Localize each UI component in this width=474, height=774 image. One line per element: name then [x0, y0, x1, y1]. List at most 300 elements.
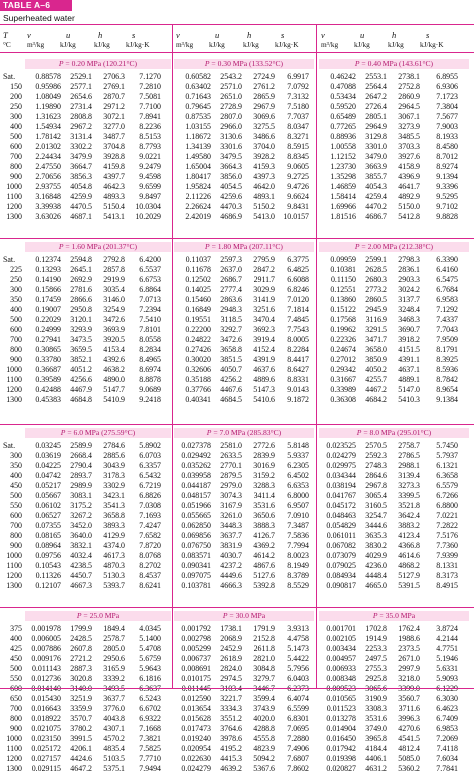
internal-energy-value: 3254.7	[365, 511, 387, 520]
temperature-value: 300	[10, 451, 22, 460]
specific-volume-value: 0.005299	[181, 644, 211, 653]
temperature-value: 200	[10, 92, 22, 101]
enthalpy-value: 5150.4	[103, 202, 125, 211]
enthalpy-value: 2152.8	[253, 634, 275, 643]
internal-energy-value: 3479.0	[365, 152, 387, 161]
internal-energy-value: 4631.2	[365, 764, 387, 773]
table-row	[318, 511, 470, 521]
table-row	[173, 365, 315, 375]
enthalpy-value: 4129.9	[103, 531, 125, 540]
table-row	[318, 182, 470, 192]
enthalpy-value: 5147.7	[103, 385, 125, 394]
entropy-value: 7.8720	[139, 541, 161, 550]
enthalpy-value: 4555.8	[253, 734, 275, 743]
enthalpy-value: 2578.7	[103, 634, 125, 643]
temperature-value: 450	[10, 481, 22, 490]
specific-volume-value: 0.024279	[181, 764, 211, 773]
enthalpy-value: 4835.4	[103, 744, 125, 753]
entropy-value: 8.5529	[287, 581, 309, 590]
enthalpy-value: 3273.3	[398, 481, 420, 490]
specific-volume-value: 1.46859	[330, 182, 356, 191]
temperature-value: 500	[10, 491, 22, 500]
specific-volume-value: 0.076750	[181, 541, 211, 550]
enthalpy-value: 3693.9	[103, 325, 125, 334]
entropy-value: 8.0347	[287, 122, 309, 131]
table-row	[24, 654, 172, 664]
entropy-value: 7.5836	[287, 531, 309, 540]
enthalpy-value: 3893.3	[103, 521, 125, 530]
enthalpy-value: 5150.2	[253, 202, 275, 211]
entropy-value: 6.9507	[287, 501, 309, 510]
enthalpy-value: 3928.2	[253, 152, 275, 161]
enthalpy-value: 3521.8	[398, 501, 420, 510]
internal-energy-value: 3160.5	[365, 501, 387, 510]
entropy-value: 7.5677	[436, 112, 458, 121]
specific-volume-value: 0.007886	[31, 644, 61, 653]
pressure-symbol: P	[60, 428, 66, 437]
entropy-value: 8.1331	[436, 561, 458, 570]
table-row	[173, 724, 315, 734]
table-row	[318, 335, 470, 345]
internal-energy-value: 2721.2	[70, 654, 92, 663]
pressure-value: = 7.0 MPa (285.83°C)	[211, 428, 282, 437]
table-row	[318, 82, 470, 92]
temperature-value: 1100	[6, 375, 22, 384]
internal-energy-value: 3479.9	[70, 152, 92, 161]
table-row	[24, 664, 172, 674]
entropy-value: 8.6974	[139, 365, 161, 374]
entropy-value: 8.2702	[139, 561, 161, 570]
header-symbol-v: v	[321, 30, 325, 40]
pressure-value: = 0.20 MPa (120.21°C)	[63, 59, 138, 68]
table-row	[24, 142, 172, 152]
temperature-value: 1100	[6, 744, 22, 753]
pressure-value: = 1.60 MPa (201.37°C)	[63, 242, 138, 251]
table-row	[173, 654, 315, 664]
table-row	[24, 714, 172, 724]
table-row	[318, 634, 470, 644]
enthalpy-value: 4867.6	[253, 561, 275, 570]
entropy-value: 6.4074	[287, 694, 309, 703]
enthalpy-value: 5375.1	[103, 764, 125, 773]
table-row	[173, 541, 315, 551]
internal-energy-value: 2781.6	[70, 285, 92, 294]
specific-volume-value: 0.14025	[185, 285, 211, 294]
internal-energy-value: 3472.6	[220, 335, 242, 344]
internal-energy-value: 4256.2	[220, 375, 242, 384]
temperature-value: 900	[10, 724, 22, 733]
enthalpy-value: 3743.9	[253, 704, 275, 713]
specific-volume-value: 2.42019	[185, 212, 211, 221]
entropy-value: 7.0792	[287, 82, 309, 91]
table-row	[173, 285, 315, 295]
specific-volume-value: 0.029975	[326, 461, 356, 470]
enthalpy-value: 4123.4	[398, 531, 420, 540]
internal-energy-value: 2731.4	[70, 102, 92, 111]
internal-energy-value: 2577.1	[70, 82, 92, 91]
internal-energy-value: 2607.8	[70, 644, 92, 653]
specific-volume-value: 0.09756	[35, 551, 61, 560]
enthalpy-value: 4889.1	[398, 375, 420, 384]
table-row	[24, 581, 172, 591]
internal-energy-value: 3267.2	[70, 511, 92, 520]
enthalpy-value: 4043.8	[103, 714, 125, 723]
table-row	[24, 92, 172, 102]
entropy-value: 7.0910	[287, 511, 309, 520]
pressure-symbol: P	[206, 428, 212, 437]
internal-energy-value: 2964.9	[365, 122, 387, 131]
pressure-heading	[319, 611, 469, 621]
pressure-value: = 35.0 MPa	[377, 611, 416, 620]
enthalpy-value: 3927.6	[398, 152, 420, 161]
enthalpy-value: 3470.4	[253, 315, 275, 324]
internal-energy-value: 3664.3	[220, 162, 242, 171]
internal-energy-value: 3855.7	[365, 172, 387, 181]
table-row	[318, 674, 470, 684]
temperature-value: 1100	[6, 192, 22, 201]
table-row	[318, 451, 470, 461]
enthalpy-value: 3035.4	[103, 285, 125, 294]
entropy-value: 7.3132	[287, 92, 309, 101]
temperature-value: 700	[10, 521, 22, 530]
enthalpy-value: 4391.9	[253, 355, 275, 364]
internal-energy-value: 2571.0	[220, 82, 242, 91]
entropy-value: 8.6241	[139, 581, 161, 590]
specific-volume-value: 1.58414	[330, 192, 356, 201]
internal-energy-value: 3292.7	[220, 325, 242, 334]
table-row	[173, 385, 315, 395]
internal-energy-value: 3261.0	[220, 511, 242, 520]
pressure-symbol: P	[76, 611, 82, 620]
specific-volume-value: 0.062850	[181, 521, 211, 530]
table-row	[173, 192, 315, 202]
table-row	[173, 624, 315, 634]
specific-volume-value: 0.31667	[330, 375, 356, 384]
enthalpy-value: 4893.1	[253, 192, 275, 201]
entropy-value: 9.0605	[287, 162, 309, 171]
enthalpy-value: 4396.9	[398, 172, 420, 181]
table-row	[173, 684, 315, 694]
header-symbol-h: h	[247, 30, 252, 40]
enthalpy-value: 5147.3	[253, 385, 275, 394]
enthalpy-value: 2997.9	[398, 664, 420, 673]
internal-energy-value: 3978.6	[220, 734, 242, 743]
enthalpy-value: 3399.5	[398, 491, 420, 500]
specific-volume-value: 2.11226	[185, 192, 211, 201]
entropy-value: 6.9917	[287, 72, 309, 81]
enthalpy-value: 3658.8	[103, 511, 125, 520]
header-symbol-s: s	[426, 30, 430, 40]
table-row	[173, 561, 315, 571]
entropy-value: 6.5432	[139, 471, 161, 480]
specific-volume-value: 0.054829	[326, 521, 356, 530]
specific-volume-value: 0.090341	[181, 561, 211, 570]
enthalpy-value: 3599.4	[253, 694, 275, 703]
internal-energy-value: 3221.7	[220, 694, 242, 703]
entropy-value: 6.7266	[436, 491, 458, 500]
specific-volume-value: 0.16849	[185, 305, 211, 314]
specific-volume-value: 0.04225	[35, 461, 61, 470]
internal-energy-value: 2966.0	[220, 122, 242, 131]
temperature-value: 900	[10, 355, 22, 364]
internal-energy-value: 2863.6	[220, 295, 242, 304]
header-unit-h: kJ/kg	[243, 40, 259, 49]
enthalpy-value: 2758.7	[398, 441, 420, 450]
table-row	[173, 511, 315, 521]
temperature-value: 400	[10, 634, 22, 643]
internal-energy-value: 3764.6	[220, 724, 242, 733]
table-row	[24, 501, 172, 511]
table-row	[173, 305, 315, 315]
enthalpy-value: 2857.8	[103, 265, 125, 274]
table-row	[318, 295, 470, 305]
pressure-heading	[25, 428, 171, 438]
internal-energy-value: 4467.9	[70, 385, 92, 394]
internal-energy-value: 4030.7	[220, 551, 242, 560]
entropy-value: 7.0120	[287, 295, 309, 304]
table-row	[173, 471, 315, 481]
enthalpy-value: 2724.9	[253, 72, 275, 81]
specific-volume-value: 0.006737	[181, 654, 211, 663]
specific-volume-value: 0.083571	[181, 551, 211, 560]
entropy-value: 7.1693	[139, 511, 161, 520]
internal-energy-value: 4687.1	[70, 212, 92, 221]
enthalpy-value: 2950.6	[103, 654, 125, 663]
table-label: TABLE A–6	[0, 0, 72, 11]
enthalpy-value: 2805.0	[103, 644, 125, 653]
temperature-value: 900	[10, 172, 22, 181]
enthalpy-value: 3139.4	[398, 471, 420, 480]
internal-energy-value: 2597.3	[220, 255, 242, 264]
table-row	[173, 295, 315, 305]
enthalpy-value: 2971.2	[103, 102, 125, 111]
enthalpy-value: 3072.1	[103, 112, 125, 121]
entropy-value: 8.4537	[139, 571, 161, 580]
specific-volume-value: 0.009176	[31, 654, 61, 663]
specific-volume-value: 0.003434	[326, 644, 356, 653]
specific-volume-value: 0.12107	[35, 581, 61, 590]
enthalpy-value: 3637.7	[103, 694, 125, 703]
table-row	[24, 355, 172, 365]
internal-energy-value: 4237.2	[220, 561, 242, 570]
entropy-value: 7.5825	[139, 744, 161, 753]
table-row	[24, 704, 172, 714]
specific-volume-value: 0.002798	[181, 634, 211, 643]
entropy-value: 8.1949	[287, 561, 309, 570]
table-row	[173, 275, 315, 285]
temperature-value: 250	[10, 102, 22, 111]
enthalpy-value: 4159.3	[253, 162, 275, 171]
table-row	[318, 72, 470, 82]
entropy-value: 7.2880	[287, 734, 309, 743]
enthalpy-value: 3996.3	[398, 714, 420, 723]
table-row	[24, 325, 172, 335]
table-row	[24, 315, 172, 325]
table-row	[24, 132, 172, 142]
entropy-value: 10.0157	[283, 212, 309, 221]
specific-volume-value: 0.32606	[185, 365, 211, 374]
specific-volume-value: 0.006005	[31, 634, 61, 643]
enthalpy-value: 2839.9	[253, 451, 275, 460]
internal-energy-value: 4184.4	[365, 744, 387, 753]
enthalpy-value: 5127.6	[253, 571, 275, 580]
enthalpy-value: 2795.9	[253, 255, 275, 264]
table-row	[24, 172, 172, 182]
enthalpy-value: 2373.5	[398, 644, 420, 653]
internal-energy-value: 2773.2	[365, 285, 387, 294]
specific-volume-value: 0.65489	[330, 112, 356, 121]
table-row	[24, 255, 172, 265]
enthalpy-value: 1849.4	[103, 624, 125, 633]
entropy-value: 7.7710	[139, 754, 161, 763]
specific-volume-value: 0.60582	[185, 72, 211, 81]
entropy-value: 9.6599	[139, 182, 161, 191]
specific-volume-value: 0.079025	[326, 561, 356, 570]
specific-volume-value: 0.15122	[330, 305, 356, 314]
table-row	[173, 102, 315, 112]
table-row	[24, 305, 172, 315]
temperature-value: 250	[10, 275, 22, 284]
internal-energy-value: 2770.1	[220, 461, 242, 470]
table-row	[173, 634, 315, 644]
entropy-value: 5.1473	[287, 644, 309, 653]
header-unit-v: m³/kg	[176, 40, 194, 49]
table-row	[24, 451, 172, 461]
specific-volume-value: 0.016450	[326, 734, 356, 743]
enthalpy-value: 3531.6	[253, 501, 275, 510]
internal-energy-value: 3479.5	[220, 152, 242, 161]
enthalpy-value: 5410.9	[103, 395, 125, 404]
internal-energy-value: 2497.5	[365, 654, 387, 663]
internal-energy-value: 2805.1	[365, 112, 387, 121]
entropy-value: 9.1872	[287, 395, 309, 404]
enthalpy-value: 2738.1	[398, 72, 420, 81]
specific-volume-value: 0.039958	[181, 471, 211, 480]
entropy-value: 6.4502	[287, 471, 309, 480]
table-row	[318, 395, 470, 405]
specific-volume-value: 0.023150	[31, 734, 61, 743]
temperature-value: 700	[10, 152, 22, 161]
specific-volume-value: 3.16848	[35, 192, 61, 201]
table-row	[318, 461, 470, 471]
table-row	[24, 624, 172, 634]
specific-volume-value: 0.24674	[330, 345, 356, 354]
specific-volume-value: 0.27941	[35, 335, 61, 344]
entropy-value: 7.6807	[287, 754, 309, 763]
entropy-value: 9.0221	[139, 152, 161, 161]
internal-energy-value: 2879.5	[220, 471, 242, 480]
entropy-value: 7.4906	[287, 744, 309, 753]
pressure-heading	[319, 428, 469, 438]
entropy-value: 7.0695	[287, 724, 309, 733]
specific-volume-value: 0.017942	[326, 744, 356, 753]
pressure-symbol: P	[205, 242, 210, 251]
specific-volume-value: 0.53434	[330, 92, 356, 101]
internal-energy-value: 2654.6	[70, 92, 92, 101]
enthalpy-value: 4889.6	[253, 375, 275, 384]
specific-volume-value: 1.54934	[35, 122, 61, 131]
specific-volume-value: 0.03245	[35, 441, 61, 450]
specific-volume-value: 2.24434	[35, 152, 61, 161]
table-row	[173, 375, 315, 385]
table-row	[24, 152, 172, 162]
entropy-value: 3.8724	[436, 624, 458, 633]
internal-energy-value: 2564.4	[365, 82, 387, 91]
specific-volume-value: 0.88936	[330, 132, 356, 141]
enthalpy-value: 3711.6	[398, 704, 420, 713]
enthalpy-value: 2865.9	[253, 92, 275, 101]
pressure-heading	[319, 59, 469, 69]
header-symbol-u: u	[360, 30, 365, 40]
internal-energy-value: 4255.7	[365, 375, 387, 384]
temperature-value: 800	[10, 162, 22, 171]
enthalpy-value: 2671.0	[398, 654, 420, 663]
specific-volume-value: 0.010175	[181, 674, 211, 683]
temperature-value: 650	[10, 694, 22, 703]
enthalpy-value: 3279.7	[253, 674, 275, 683]
specific-volume-value: 0.035262	[181, 461, 211, 470]
specific-volume-value: 0.019398	[326, 754, 356, 763]
temperature-value: 500	[10, 132, 22, 141]
temperature-value: 700	[10, 704, 22, 713]
table-row	[24, 202, 172, 212]
entropy-value: 8.3789	[287, 571, 309, 580]
entropy-value: 7.0713	[139, 295, 161, 304]
table-row	[24, 102, 172, 112]
enthalpy-value: 2870.7	[103, 92, 125, 101]
entropy-value: 6.7219	[139, 481, 161, 490]
enthalpy-value: 2752.8	[398, 82, 420, 91]
pressure-heading	[174, 242, 314, 252]
internal-energy-value: 3444.6	[365, 521, 387, 530]
enthalpy-value: 4892.9	[398, 192, 420, 201]
specific-volume-value: 0.013278	[326, 714, 356, 723]
entropy-value: 4.7751	[436, 644, 458, 653]
enthalpy-value: 4823.9	[253, 744, 275, 753]
specific-volume-value: 0.88578	[35, 72, 61, 81]
specific-volume-value: 0.27426	[185, 345, 211, 354]
table-row	[173, 491, 315, 501]
specific-volume-value: 0.11678	[185, 265, 211, 274]
specific-volume-value: 0.090817	[326, 581, 356, 590]
header-temperature-symbol: T	[3, 30, 8, 40]
table-row	[318, 734, 470, 744]
section-divider	[0, 238, 474, 239]
internal-energy-value: 2948.3	[220, 305, 242, 314]
specific-volume-value: 0.15460	[185, 295, 211, 304]
enthalpy-value: 2769.1	[103, 82, 125, 91]
table-row	[24, 471, 172, 481]
specific-volume-value: 2.26624	[185, 202, 211, 211]
table-row	[24, 511, 172, 521]
specific-volume-value: 0.006933	[326, 664, 356, 673]
entropy-value: 6.5599	[287, 704, 309, 713]
enthalpy-value: 3704.0	[253, 142, 275, 151]
entropy-value: 7.0308	[139, 501, 161, 510]
temperature-value: 1000	[6, 734, 22, 743]
internal-energy-value: 3130.6	[220, 132, 242, 141]
table-row	[318, 305, 470, 315]
pressure-heading	[25, 59, 171, 69]
enthalpy-value: 2798.3	[398, 255, 420, 264]
enthalpy-value: 4397.3	[253, 172, 275, 181]
enthalpy-value: 3141.9	[253, 295, 275, 304]
specific-volume-value: 0.22029	[35, 315, 61, 324]
table-row	[173, 754, 315, 764]
temperature-value: 800	[10, 714, 22, 723]
table-row	[318, 275, 470, 285]
enthalpy-value: 3485.5	[398, 132, 420, 141]
